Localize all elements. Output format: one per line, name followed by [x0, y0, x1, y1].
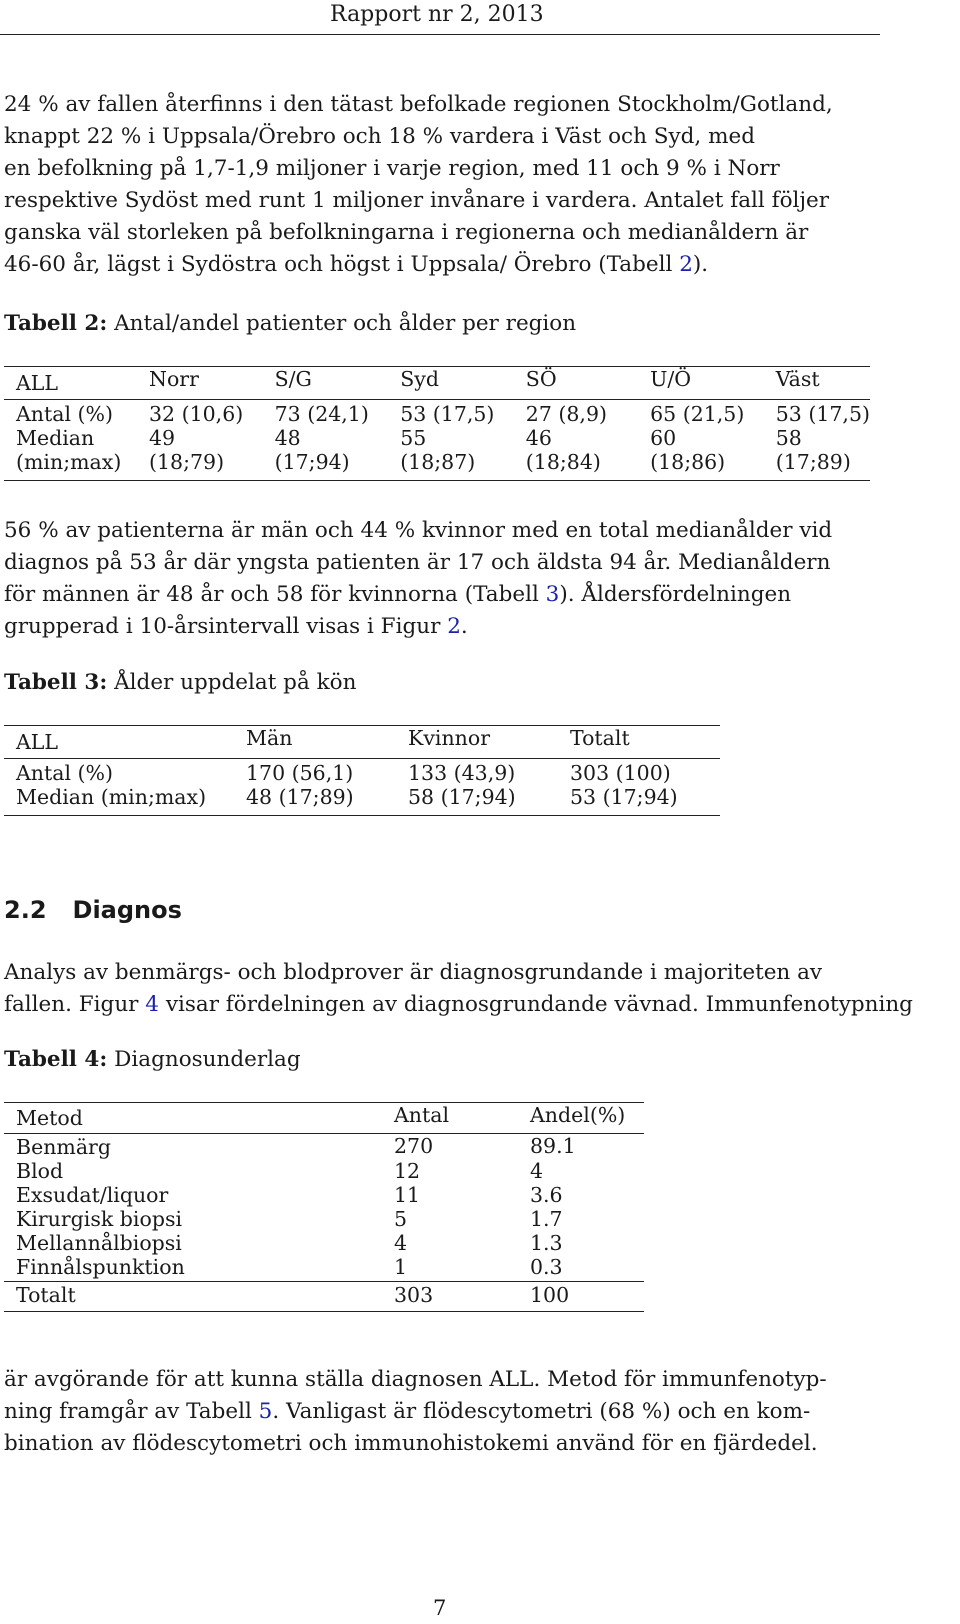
running-header	[0, 0, 880, 35]
table-reference-link[interactable]: 3	[545, 582, 560, 607]
table-cell: 4	[530, 1159, 544, 1183]
table-cell: 46	[525, 426, 552, 450]
table-cell: 53 (17,5)	[400, 402, 495, 426]
column-header: ALL	[16, 730, 59, 754]
table-cell: 89.1	[530, 1134, 576, 1158]
column-header: Syd	[400, 367, 439, 391]
table-row	[4, 759, 720, 786]
table-cell: (18;84)	[525, 450, 601, 474]
table-cell: 32 (10,6)	[149, 402, 244, 426]
text-line: bination av flödescytometri och immunohistokemi använd för en fjärdedel.	[4, 1431, 818, 1456]
table-cell: 53 (17;94)	[570, 785, 678, 809]
text-line: fallen. Figur 4 visar fördelningen av diagnosgrundande vävnad. Immunfenotypning	[4, 992, 913, 1017]
table-cell: 58	[775, 426, 802, 450]
table-cell: 133 (43,9)	[408, 761, 516, 785]
table-cell: (18;79)	[149, 450, 225, 474]
table-row	[4, 1207, 644, 1231]
table-cell: Benmärg	[16, 1135, 111, 1159]
table-cell: 1.3	[530, 1231, 563, 1255]
text-line: 46-60 år, lägst i Sydöstra och högst i Uppsala/ Örebro (Tabell 2).	[4, 252, 709, 277]
table-reference-link[interactable]: 5	[258, 1399, 273, 1424]
table-header-row	[4, 726, 720, 759]
text-line: knappt 22 % i Uppsala/Örebro och 18 % vardera i Väst och Syd, med	[4, 124, 755, 149]
table-cell: 60	[650, 426, 677, 450]
table3-caption: Tabell 3: Ålder uppdelat på kön	[4, 670, 357, 695]
column-header: Kvinnor	[408, 726, 490, 750]
column-header: Totalt	[570, 726, 630, 750]
table-cell: 49	[149, 426, 176, 450]
text-line: 56 % av patienterna är män och 44 % kvinnor med en total medianålder vid	[4, 518, 833, 543]
text-line: en befolkning på 1,7-1,9 miljoner i varje region, med 11 och 9 % i Norr	[4, 156, 780, 181]
table-cell: Antal (%)	[16, 402, 114, 426]
text-line: ganska väl storleken på befolkningarna i regionerna och medianåldern är	[4, 220, 809, 245]
table-cell: 27 (8,9)	[525, 402, 607, 426]
column-header: Väst	[775, 367, 820, 391]
column-header: S/G	[274, 367, 312, 391]
table-cell: Antal (%)	[16, 761, 114, 785]
table-cell: 48 (17;89)	[246, 785, 354, 809]
figure-reference-link[interactable]: 2	[447, 614, 461, 639]
table-cell: (17;94)	[274, 450, 350, 474]
table-cell: 303	[394, 1283, 434, 1307]
column-header: Män	[246, 726, 293, 750]
table-row	[4, 426, 870, 450]
table-row	[4, 1159, 644, 1183]
section-title: Diagnos	[72, 896, 182, 924]
column-header: Andel(%)	[530, 1103, 626, 1127]
table-row	[4, 1231, 644, 1255]
column-header: Metod	[16, 1106, 83, 1130]
table-cell: Totalt	[16, 1283, 76, 1307]
table-cell: Mellannålbiopsi	[16, 1231, 182, 1255]
table-cell: 100	[530, 1283, 570, 1307]
table-cell: Kirurgisk biopsi	[16, 1207, 183, 1231]
page-number: 7	[433, 1596, 447, 1620]
table-cell: 1.7	[530, 1207, 563, 1231]
table-cell: (18;87)	[400, 450, 476, 474]
table-cell: 73 (24,1)	[274, 402, 369, 426]
table-cell: 4	[394, 1231, 408, 1255]
column-header: ALL	[16, 371, 59, 395]
section-heading	[4, 896, 182, 924]
table-cell: 48	[274, 426, 301, 450]
section-number: 2.2	[4, 896, 47, 924]
text-line: 24 % av fallen återfinns i den tätast befolkade regionen Stockholm/Gotland,	[4, 92, 833, 117]
header-title: Rapport nr 2, 2013	[330, 2, 544, 27]
table-cell: Blod	[16, 1159, 64, 1183]
text-line: för männen är 48 år och 58 för kvinnorna (Tabell 3). Åldersfördelningen	[4, 582, 792, 607]
table3-gender	[4, 725, 720, 816]
text-line: respektive Sydöst med runt 1 miljoner invånare i vardera. Antalet fall följer	[4, 188, 830, 213]
table-header-row	[4, 1103, 644, 1134]
table-cell: 0.3	[530, 1255, 563, 1279]
table-row	[4, 400, 870, 427]
table-cell: Median (min;max)	[16, 785, 207, 809]
table-cell: 5	[394, 1207, 408, 1231]
table2-region	[4, 366, 870, 481]
table-cell: 270	[394, 1134, 434, 1158]
text-line: är avgörande för att kunna ställa diagnosen ALL. Metod för immunfenotyp-	[4, 1367, 827, 1392]
column-header: Antal	[394, 1103, 450, 1127]
table2-caption: Tabell 2: Antal/andel patienter och ålder per region	[4, 311, 577, 336]
table-row	[4, 1255, 644, 1282]
table4-diagnosis-basis	[4, 1102, 644, 1312]
table-cell: 55	[400, 426, 427, 450]
table-row	[4, 785, 720, 816]
table-cell: 58 (17;94)	[408, 785, 516, 809]
table-reference-link[interactable]: 2	[679, 252, 693, 277]
text-line: Analys av benmärgs- och blodprover är diagnosgrundande i majoriteten av	[4, 960, 823, 985]
figure-reference-link[interactable]: 4	[145, 992, 159, 1017]
column-header: Norr	[149, 367, 199, 391]
table-row	[4, 1134, 644, 1160]
table-cell: 303 (100)	[570, 761, 671, 785]
table-cell: (18;86)	[650, 450, 726, 474]
table-header-row	[4, 367, 870, 400]
table-cell: 170 (56,1)	[246, 761, 354, 785]
table-cell: 53 (17,5)	[775, 402, 870, 426]
text-line: ning framgår av Tabell 5. Vanligast är flödescytometri (68 %) och en kom-	[4, 1399, 811, 1424]
table-total-row	[4, 1282, 644, 1312]
table-cell: 12	[394, 1159, 421, 1183]
table-cell: 3.6	[530, 1183, 563, 1207]
table-cell: Median	[16, 426, 95, 450]
table-cell: (min;max)	[16, 450, 122, 474]
text-line: diagnos på 53 år där yngsta patienten är 17 och äldsta 94 år. Medianåldern	[4, 550, 831, 575]
table-cell: Exsudat/liquor	[16, 1183, 169, 1207]
table-row	[4, 1183, 644, 1207]
text-line: grupperad i 10-årsintervall visas i Figur 2.	[4, 614, 468, 639]
table-cell: 65 (21,5)	[650, 402, 745, 426]
table-cell: 11	[394, 1183, 421, 1207]
column-header: SÖ	[525, 367, 557, 391]
table-row	[4, 450, 870, 481]
column-header: U/Ö	[650, 367, 692, 391]
table-cell: (17;89)	[775, 450, 851, 474]
table4-caption: Tabell 4: Diagnosunderlag	[4, 1047, 301, 1072]
table-cell: 1	[394, 1255, 408, 1279]
table-cell: Finnålspunktion	[16, 1255, 185, 1279]
